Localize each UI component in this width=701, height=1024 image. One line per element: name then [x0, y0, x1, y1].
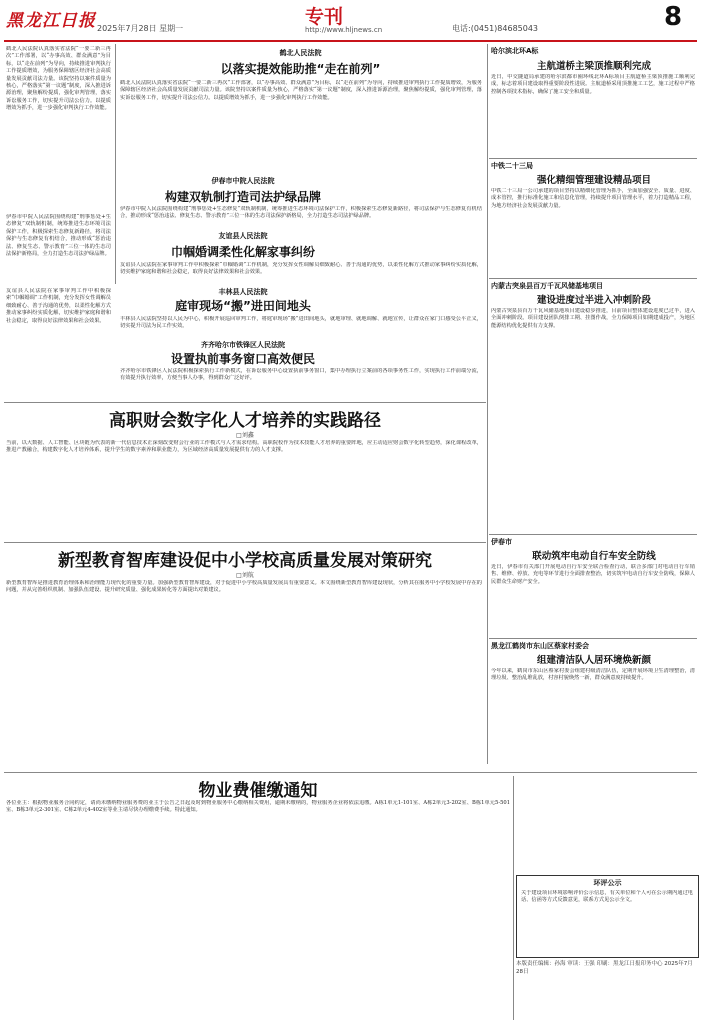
page-number: 8 [664, 2, 683, 32]
article-body: 当前，以大数据、人工智能、区块链为代表的新一代信息技术正深刻改变财会行业的工作模式与人才需求结构。高职院校作为技术技能人才培养的重要阵地，应主动适应财会数字化转型趋势，深化课程改革，推进产教融合，构建数字化人才培养体系，提升学生的数字素养和职业能力，为区域经济高质量发展提供有力的人才支撑。 [6, 440, 482, 454]
article-body: 丰林县人民法院坚持以人民为中心，积极开展巡回审判工作，将庭审现场“搬”进田间地头，就地审理、就地调解、就地宣传，让群众在家门口感受公平正义，切实提升司法为民工作实效。 [120, 316, 482, 330]
masthead [0, 0, 701, 42]
article-body: 今年以来，鹤岗市东山区蔡家村委会组建村级清洁队伍，定期开展环境卫生清理整治，清理垃圾、整治乱堆乱放，村容村貌焕然一新，群众满意度持续提升。 [491, 668, 695, 682]
article-body: 鹤北人民法院认真落实省法院“一要二新三再次”工作部署，以“办事高效、群众满意”为目标，以“走在前列”为导向，持续推进审判执行工作提质增效，为服务保障辖区经济社会高质量发展贡献司法力量。该院坚持以案件质量为核心，严格落实“第一议题”制度，深入推进诉源治理，聚焦解纷提质，强化审判管理，落实诉讼服务工作，切实提升司法公信力。以提质增效为抓手，进一步强化审判执行工作效能。 [120, 80, 482, 101]
article-body: 新型教育智库是推进教育治理体系和治理能力现代化的重要力量。加强新型教育智库建设，对于促进中小学校高质量发展具有重要意义。本文围绕新型教育智库建设现状，分析其在服务中小学校发展中存在的问题，并从完善组织机制、加强队伍建设、提升研究质量、强化成果转化等方面提出对策建议。 [6, 580, 482, 594]
article-headline: 巾帼婚调柔性化解家事纠纷 [170, 245, 315, 259]
section-divider [489, 158, 697, 159]
article-headline: 构建双轨制打造司法护绿品牌 [164, 190, 321, 204]
column-divider [487, 44, 488, 764]
article-kicker: 伊春市中院人民法院 [211, 177, 275, 185]
article-kicker: 黑龙江鹤岗市东山区蔡家村委会 [491, 642, 589, 650]
column-divider [513, 776, 514, 1020]
article-kicker: 哈尔滨北环A标 [491, 47, 539, 55]
article-body: 伊春市中院人民法院围绕构建“刑事惩处+生态修复”双轨制机制，统筹推进生态环境司法保护工作，积极探索生态修复新路径，将司法保护与生态修复有机结合，推动形成“惩治违法、修复生态、警示教育”三位一体的生态司法保护新格局，全力打造生态司法护绿品牌。 [120, 206, 482, 220]
section-divider [4, 772, 697, 773]
article-kicker: 伊春市 [491, 538, 512, 546]
notice-title: 环评公示 [593, 879, 622, 887]
section-title: 专刊 [305, 6, 344, 28]
section-divider [489, 638, 697, 639]
article-body: 友谊县人民法院在家事审判工作中积极探索“巾帼婚调”工作机制，充分发挥女性调解员细致耐心、善于沟通的优势，以柔性化解方式推动家事纠纷实质化解，切实维护家庭和谐和社会稳定，取得良好法律效果和社会效果。 [120, 262, 482, 276]
article-body: 中铁二十三局一公司承建的项目坚持以精细化管理为抓手，全面加强安全、质量、进度、成本管控，推行标准化施工和信息化管理，持续提升项目管理水平，着力打造精品工程，为地方经济社会发展贡献力量。 [491, 188, 695, 209]
article-kicker: 中铁二十三局 [491, 162, 533, 170]
article-byline: □刘鑫 [236, 432, 254, 439]
article-headline: 强化精细管理建设精品项目 [536, 175, 651, 186]
article-kicker: 齐齐哈尔市铁锋区人民法院 [201, 341, 285, 349]
issue-date: 2025年7月28日 星期一 [97, 24, 184, 33]
article-body: 近日，伊春市有关部门开展电动自行车安全联合检查行动，联合多部门对电动自行车销售、维修、停放、充电等环节进行全面排查整治，切实筑牢电动自行车安全防线，保障人民群众生命财产安全。 [491, 564, 695, 585]
article-headline: 设置执前事务窗口高效便民 [170, 352, 315, 366]
section-divider [489, 278, 697, 279]
article-body: 齐齐哈尔市铁锋区人民法院积极探索执行工作新模式，在诉讼服务中心设置执前事务窗口，集中办理执行立案前的各项事务性工作，实现执行工作前端分流，有效提升执行效率，方便当事人办事，得到群众广泛好评。 [120, 368, 482, 382]
article-headline: 以落实提效能助推“走在前列” [220, 62, 381, 76]
article-headline: 建设进度过半进入冲刺阶段 [536, 295, 651, 306]
article-body: 友谊县人民法院在家事审判工作中积极探索“巾帼婚调”工作机制，充分发挥女性调解员细致耐心、善于沟通的优势，以柔性化解方式推动家事纠纷实质化解，切实维护家庭和谐和社会稳定，取得良好法律效果和社会效果。 [6, 288, 111, 324]
newspaper-logo: 黑龙江日报 [6, 11, 96, 31]
article-headline: 新型教育智库建设促中小学校高质量发展对策研究 [58, 551, 432, 571]
article-headline: 主航道桥主梁顶推顺利完成 [536, 61, 651, 72]
article-kicker: 丰林县人民法院 [218, 288, 268, 296]
article-body: 近日，中交隧道局承建的哈尔滨都市圈环线北环A标项目主航道桥主梁顶推施工顺利完成，标志着项目建设取得重要阶段性进展。主航道桥采用顶推施工工艺，施工过程中严格控制各项技术指标，确保了施工安全和质量。 [491, 74, 695, 95]
article-headline: 高职财会数字化人才培养的实践路径 [109, 411, 381, 431]
article-kicker: 内蒙古突泉县百万千瓦风储基地项目 [491, 282, 603, 290]
article-body: 鹤北人民法院认真落实省法院“一要二新三再次”工作部署，以“办事高效、群众满意”为目标，以“走在前列”为导向，持续推进审判执行工作提质增效，为服务保障辖区经济社会高质量发展贡献司法力量。该院坚持以案件质量为核心，严格落实“第一议题”制度，深入推进诉源治理，聚焦解纷提质，强化审判管理，落实诉讼服务工作，切实提升司法公信力。以提质增效为抓手，进一步强化审判执行工作效能。 [6, 46, 111, 112]
phone-number: 电话:(0451)84685043 [452, 24, 539, 33]
article-headline: 庭审现场“搬”进田间地头 [175, 299, 311, 313]
section-divider [4, 402, 486, 403]
masthead-rule [4, 40, 697, 42]
article-headline: 联动筑牢电动自行车安全防线 [532, 551, 656, 562]
article-headline: 物业费催缴通知 [198, 781, 318, 801]
column-divider [115, 44, 116, 284]
article-body: 伊春市中院人民法院围绕构建“刑事惩处+生态修复”双轨制机制，统筹推进生态环境司法保护工作，积极探索生态修复新路径，将司法保护与生态修复有机结合，推动形成“惩治违法、修复生态、警示教育”三位一体的生态司法保护新格局，全力打造生态司法护绿品牌。 [6, 214, 111, 258]
page-footer: 本版责任编辑：孙海 审读：王强 印刷：黑龙江日报印务中心 2025年7月28日 [516, 961, 693, 975]
article-byline: □刘航 [236, 572, 254, 579]
article-body: 各位业主：根据物业服务合同约定，请尚未缴纳物业服务费的业主于公告之日起及时到物业服务中心缴纳相关费用，逾期未缴纳的，物业服务企业将依法追缴。A栋1单元1-101室、A栋2单元3-202室、B栋1单元5-501室、B栋3单元2-301室、C栋2单元4-402室等业主请尽快办理缴费手续。特此通知。 [6, 800, 510, 814]
section-divider [489, 534, 697, 535]
section-divider [4, 542, 486, 543]
article-kicker: 鹤北人民法院 [279, 49, 322, 57]
notice-box [516, 875, 699, 958]
site-url[interactable]: http://www.hljnews.cn [305, 26, 383, 34]
article-headline: 组建清洁队人居环境焕新颜 [536, 655, 651, 666]
article-body: 内蒙古突泉县百万千瓦风储基地项目建设稳步推进，目前项目整体建设进度已过半，进入全面冲刺阶段。项目建设团队倒排工期、挂图作战，全力保障项目如期建成投产，为地区能源结构优化提供有力支撑。 [491, 308, 695, 329]
article-kicker: 友谊县人民法院 [218, 232, 268, 240]
notice-body: 关于建设项目环境影响评价公示信息，有关单位和个人可在公示期内通过电话、信函等方式反馈意见，联系方式见公示全文。 [521, 890, 693, 904]
